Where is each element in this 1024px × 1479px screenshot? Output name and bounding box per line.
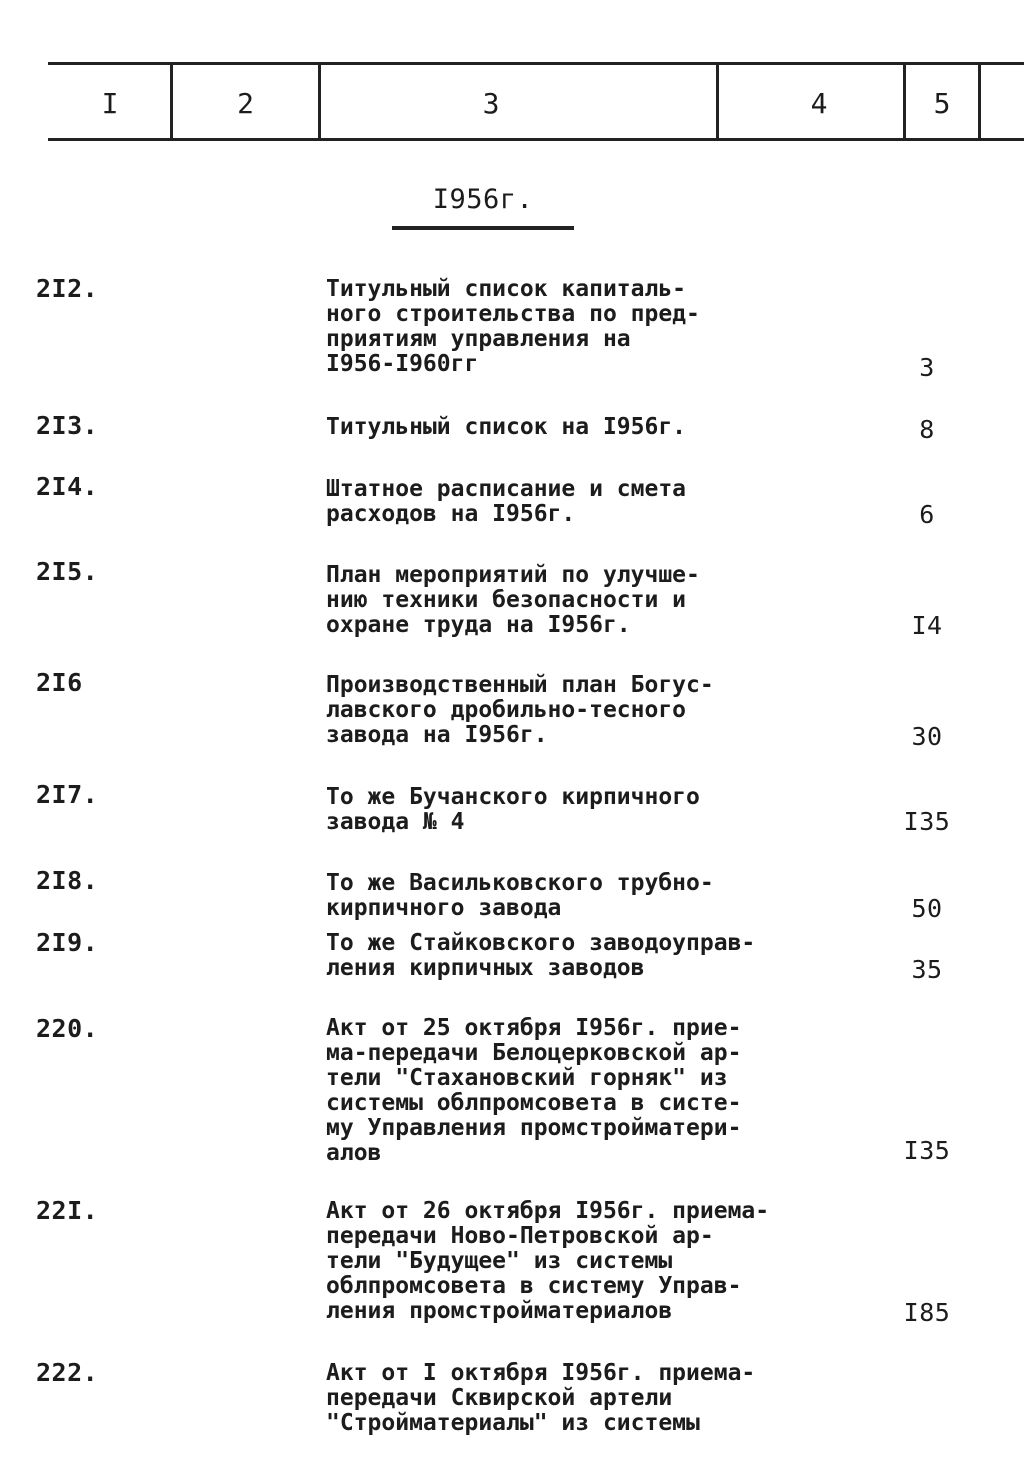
entry-title-line: нию техники безопасности и	[326, 587, 687, 613]
entry-title-line: ления промстройматериалов	[326, 1298, 673, 1324]
header-col-1: I	[101, 87, 119, 120]
year-underline	[392, 226, 574, 230]
entry-title-line: То же Стайковского заводоуправ-	[326, 930, 756, 956]
entry-title-line: завода № 4	[326, 809, 465, 835]
entry-title-line: Титульный список на I956г.	[326, 414, 687, 440]
entry-title	[326, 1361, 806, 1436]
entry-title-line: передачи Сквирской артели	[326, 1385, 673, 1411]
entry-number: 2I8.	[36, 866, 99, 895]
entry-title-line: системы облпромсовета в систе-	[326, 1090, 742, 1116]
entry-title-line: алов	[326, 1140, 382, 1166]
entry-title-line: ного строительства по пред-	[326, 301, 700, 327]
header-top-rule	[48, 62, 1024, 65]
entry-number: 222.	[36, 1358, 99, 1387]
entry-title-line: му Управления промстройматери-	[326, 1115, 742, 1141]
entry-title	[326, 931, 806, 981]
entry-title-line: тели "Стахановский горняк" из	[326, 1065, 728, 1091]
entry-title-line: облпромсовета в систему Управ-	[326, 1273, 742, 1299]
entry-number: 22I.	[36, 1196, 99, 1225]
entry-page-count: I35	[903, 807, 951, 836]
entry-title-line: То же Васильковского трубно-	[326, 870, 714, 896]
entry-title-line: охране труда на I956г.	[326, 612, 631, 638]
entry-title	[326, 785, 806, 835]
entry-number: 220.	[36, 1014, 99, 1043]
entry-title-line: лавского дробильно-тесного	[326, 697, 687, 723]
entry-title-line: Титульный список капиталь-	[326, 276, 687, 302]
entry-page-count: 35	[911, 955, 943, 984]
entry-page-count: 30	[911, 722, 943, 751]
entry-page-count: 8	[919, 415, 935, 444]
entry-title-line: Производственный план Богус-	[326, 672, 714, 698]
entry-number: 2I7.	[36, 780, 99, 809]
entry-title	[326, 277, 806, 377]
entry-title-line: расходов на I956г.	[326, 501, 576, 527]
entry-title-line: тели "Будущее" из системы	[326, 1248, 673, 1274]
entry-number: 2I4.	[36, 472, 99, 501]
entry-title-line: передачи Ново-Петровской ар-	[326, 1223, 714, 1249]
column-divider	[978, 62, 981, 141]
entry-title-line: приятиям управления на	[326, 326, 631, 352]
entry-title-line: ма-передачи Белоцерковской ар-	[326, 1040, 742, 1066]
entry-number: 2I5.	[36, 557, 99, 586]
entry-title-line: ления кирпичных заводов	[326, 955, 645, 981]
entry-number: 2I9.	[36, 928, 99, 957]
entry-title	[326, 673, 806, 748]
entry-page-count: I85	[903, 1298, 951, 1327]
entry-title	[326, 871, 806, 921]
entry-title-line: Акт от I октября I956г. приема-	[326, 1360, 756, 1386]
entry-page-count: I35	[903, 1136, 951, 1165]
entry-number: 2I6	[36, 668, 83, 697]
entry-title-line: Штатное расписание и смета	[326, 476, 687, 502]
entry-page-count: 50	[911, 894, 943, 923]
entry-page-count: 6	[919, 500, 935, 529]
entry-title-line: Акт от 26 октября I956г. приема-	[326, 1198, 770, 1224]
entry-title-line: План мероприятий по улучше-	[326, 562, 700, 588]
entry-page-count: I4	[911, 611, 943, 640]
header-col-4: 4	[810, 87, 828, 120]
entry-number: 2I3.	[36, 411, 99, 440]
entry-title	[326, 563, 806, 638]
entry-title	[326, 415, 806, 440]
header-col-3: 3	[482, 87, 500, 120]
entry-title-line: "Стройматериалы" из системы	[326, 1410, 700, 1436]
entry-title-line: I956-I960гг	[326, 351, 479, 377]
entry-title-line: завода на I956г.	[326, 722, 548, 748]
header-bottom-rule	[48, 138, 1024, 141]
entry-title	[326, 477, 806, 527]
year-heading: I956г.	[432, 184, 534, 215]
entry-title-line: кирпичного завода	[326, 895, 562, 921]
entry-title-line: Акт от 25 октября I956г. прие-	[326, 1015, 742, 1041]
entry-title	[326, 1199, 806, 1324]
header-col-5: 5	[933, 87, 951, 120]
entry-title-line: То же Бучанского кирпичного	[326, 784, 700, 810]
entry-number: 2I2.	[36, 274, 99, 303]
entry-title	[326, 1016, 806, 1166]
header-col-2: 2	[237, 87, 254, 120]
entry-page-count: 3	[919, 353, 935, 382]
